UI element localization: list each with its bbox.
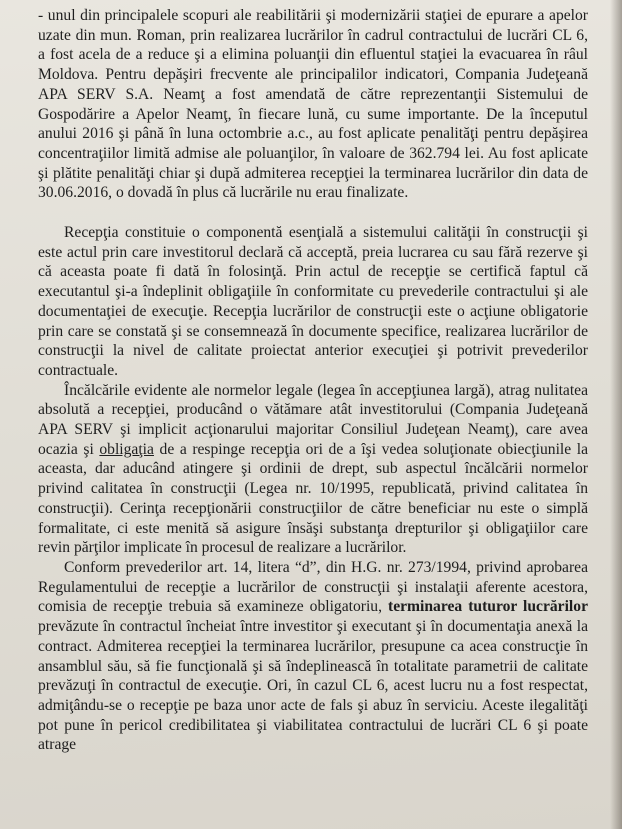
paragraph-text: Încălcările evidente ale normelor legale (legea în accepţiunea largă), atrag nulitatea absolută a recepţiei, producând o vătămare atât investitorului (Compania Judeţeană APA SERV şi implicit acţionarului majoritar Consiliul Judeţean Neamţ), care avea ocazia şi (38, 381, 588, 458)
paragraph-text: - unul din principalele scopuri ale reabilitării şi modernizării staţiei de epurare a apelor uzate din mun. Roman, prin realizarea lucrărilor în cadrul contractului de lucrări CL 6, a fost acela de a reduce şi a elimina poluanţii din efluentul staţiei la evacuarea în râul Moldova. Pentru depăşiri frecvente ale principalilor indicatori, Compania Judeţeană APA SERV S.A. Neamţ a fost amendată de către reprezentanţii Sistemului de Gospodărire a Apelor Neamţ, în fiecare lună, cu sume importante. De la începutul anului 2016 şi până în luna octombrie a.c., au fost aplicate penalităţi pentru depăşirea concentraţiilor limită admise ale poluanţilor, în valoare de 362.794 lei. Au fost aplicate şi plătite penalităţi chiar şi după admiterea recepţiei la terminarea lucrărilor din data de 30.06.2016, o dovadă în plus că lucrările nu erau finalizate. (38, 7, 588, 202)
paragraph-reception-definition (38, 223, 588, 381)
paragraph-penalties (38, 6, 588, 203)
paragraph-legal-violations (38, 381, 588, 558)
paragraph-hg-273 (38, 558, 588, 755)
paragraph-text: Recepţia constituie o componentă esenţială a sistemului calităţii în construcţii şi este actul prin care investitorul declară că acceptă, preia lucrarea cu sau fără rezerve şi că aceasta poate fi dată în folosinţă. Prin actul de recepţie se certifică faptul că executantul şi-a îndeplinit obligaţiile în conformitate cu prevederile contractului şi ale documentaţiei de execuţie. Recepţia lucrărilor de construcţii este o acţiune obligatorie prin care se constată şi se consemnează în documente specifice, realizarea lucrărilor de construcţii la nivel de calitate proiectat anterior execuţiei şi potrivit prevederilor contractuale. (38, 224, 588, 379)
underlined-word: obligaţia (99, 440, 154, 458)
paragraph-text: prevăzute în contractul încheiat între investitor şi executant şi în documentaţia anexă la contract. Admiterea recepţiei la terminarea lucrărilor, presupune ca acea construcţie în ansamblul său, să fie funcţională şi să îndeplinească în totalitate parametrii de calitate prevăzuţi în contractul de execuţie. Ori, în cazul CL 6, acest lucru nu a fost respectat, admiţându-se o recepţie pe baza unor acte de fals şi abuz în serviciu. Aceste ilegalităţi pot pune în pericol credibilitatea şi viabilitatea contractului de lucrări CL 6 şi poate atrage (38, 618, 588, 754)
paragraph-text: Conform prevederilor art. 14, litera “d”, din H.G. nr. 273/1994, privind aprobarea Regulamentului de recepţie a lucrărilor de construcţii şi instalaţii aferente acestora, comisia de recepţie trebuia să examineze obligatoriu, (38, 558, 588, 616)
paragraph-text: de a respinge recepţia ori de a îşi vedea soluţionate obiecţiunile la aceasta, dar aducând atingere şi ordinii de drept, sub aspectul încălcării normelor privind calitatea în construcţii (Legea nr. 10/1995, republicată, privind calitatea în construcţii). Cerinţa recepţionării construcţiilor de către beneficiar nu este o simplă formalitate, ci este menită să asigure însăşi substanţa drepturilor şi obligaţiilor care revin părţilor implicate în procesul de realizare a lucrărilor. (38, 440, 589, 557)
bold-phrase: terminarea tuturor lucrărilor (388, 598, 588, 616)
document-body (38, 6, 588, 755)
